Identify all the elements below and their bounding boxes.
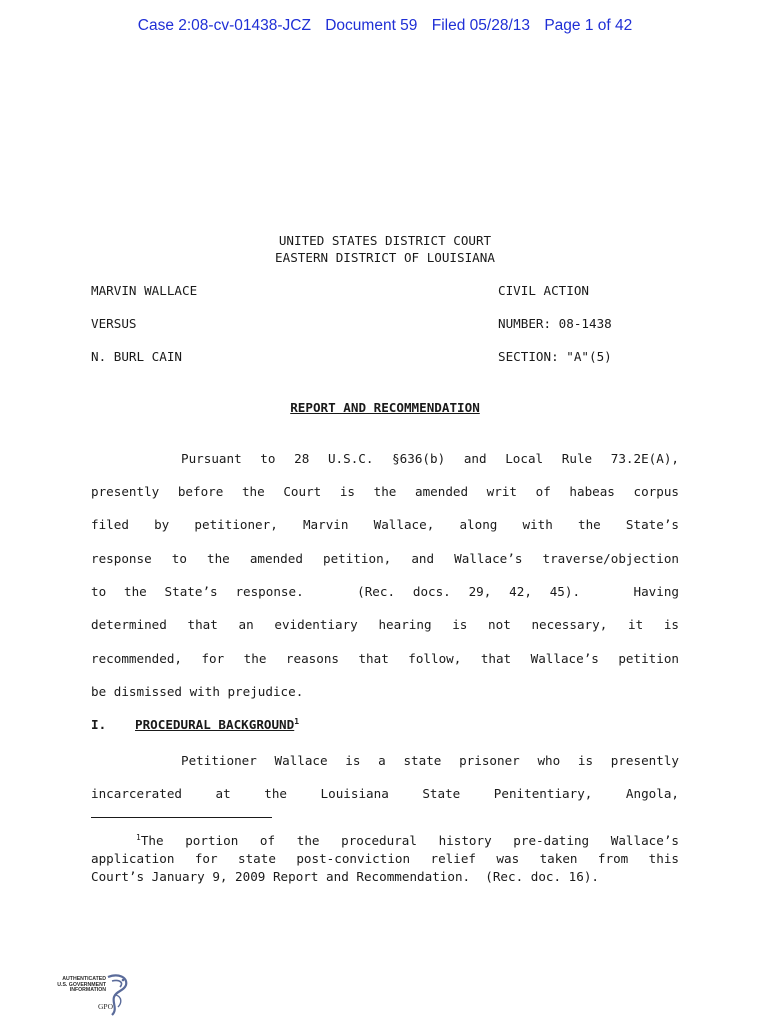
court-district: EASTERN DISTRICT OF LOUISIANA bbox=[275, 250, 495, 265]
footnote-line: $^1$The portion of the procedural history pre-dating Wallace’s bbox=[136, 833, 679, 849]
gpo-authentication-seal bbox=[44, 973, 134, 1017]
court-name: UNITED STATES DISTRICT COURT bbox=[278, 233, 492, 248]
paragraph-line: incarcerated at the Louisiana State Penitentiary, Angola, bbox=[91, 786, 679, 801]
filing-stamp bbox=[0, 17, 770, 35]
civil-action-label: CIVIL ACTION bbox=[498, 283, 589, 298]
seal-label: GPO bbox=[98, 1002, 114, 1011]
footnote-line: Court’s January 9, 2009 Report and Recommendation. (Rec. doc. 16). bbox=[91, 869, 599, 884]
paragraph-line: presently before the Court is the amended writ of habeas corpus bbox=[91, 484, 679, 499]
section-title: PROCEDURAL BACKGROUND bbox=[135, 717, 295, 733]
respondent-name: N. BURL CAIN bbox=[91, 349, 182, 364]
section-label: SECTION: "A"(5) bbox=[498, 349, 612, 364]
case-number: Case 2:08-cv-01438-JCZ bbox=[137, 17, 311, 34]
petitioner-name: MARVIN WALLACE bbox=[91, 283, 198, 298]
footnote-line: application for state post-conviction relief was taken from this bbox=[91, 851, 679, 866]
eagle-icon bbox=[102, 973, 132, 1017]
footnote-marker: 1 bbox=[136, 833, 141, 842]
paragraph-line: Pursuant to 28 U.S.C. §636(b) and Local Rule 73.2E(A), bbox=[181, 451, 679, 466]
section-number: I. bbox=[91, 717, 107, 733]
footnote-divider bbox=[91, 817, 272, 818]
document-title: REPORT AND RECOMMENDATION bbox=[290, 400, 480, 415]
footnote-reference: 1 bbox=[294, 717, 300, 726]
case-number-label: NUMBER: 08-1438 bbox=[498, 316, 612, 331]
paragraph-line: Petitioner Wallace is a state prisoner who is presently bbox=[181, 753, 679, 768]
section-heading bbox=[91, 717, 299, 732]
filed-date: Filed 05/28/13 bbox=[431, 17, 530, 34]
paragraph-line: determined that an evidentiary hearing is not necessary, it is bbox=[91, 617, 679, 632]
paragraph-line: filed by petitioner, Marvin Wallace, along with the State’s bbox=[91, 517, 679, 532]
paragraph-line: to the State’s response. (Rec. docs. 29, 42, 45). Having bbox=[91, 584, 679, 599]
paragraph-line: response to the amended petition, and Wallace’s traverse/objection bbox=[91, 551, 679, 566]
versus-label: VERSUS bbox=[91, 316, 137, 331]
paragraph-line: recommended, for the reasons that follow, that Wallace’s petition bbox=[91, 651, 679, 666]
page-count: Page 1 of 42 bbox=[544, 17, 633, 34]
paragraph-line: be dismissed with prejudice. bbox=[91, 684, 304, 699]
document-number: Document 59 bbox=[325, 17, 418, 34]
seal-text: AUTHENTICATED U.S. GOVERNMENT INFORMATION bbox=[57, 976, 106, 994]
